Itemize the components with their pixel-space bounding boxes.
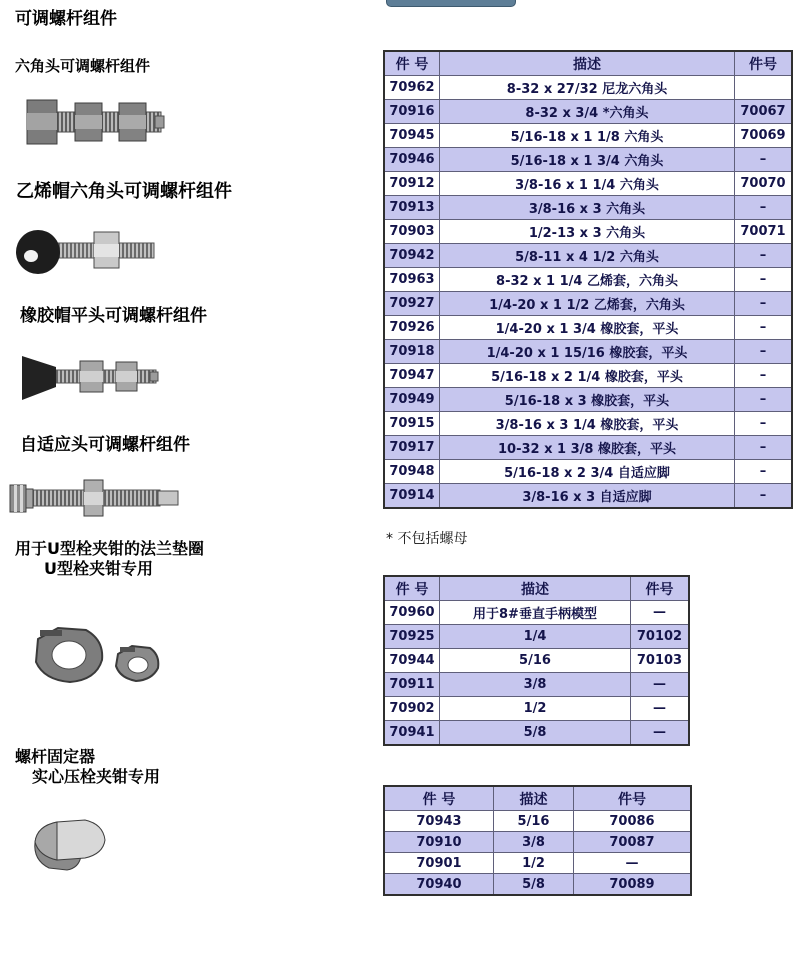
table-header-row	[384, 786, 691, 811]
table-row	[384, 460, 792, 484]
description-cell: 8-32 x 1 1/4 乙烯套，六角头	[440, 268, 735, 292]
table-row	[384, 673, 689, 697]
part-number-cell: 70925	[384, 625, 440, 649]
part-number-cell: 70947	[384, 364, 440, 388]
ref-number-cell: –	[735, 364, 793, 388]
column-header: 件号	[735, 51, 793, 76]
table-row	[384, 832, 691, 853]
table-row	[384, 649, 689, 673]
description-cell: 1/4-20 x 1 3/4 橡胶套，平头	[440, 316, 735, 340]
ref-number-cell: 70067	[735, 100, 793, 124]
part-number-cell: 70917	[384, 436, 440, 460]
table-row	[384, 76, 792, 100]
heading-screw-retainer-line2: 实心压栓夹钳专用	[32, 767, 161, 786]
description-cell: 5/8	[440, 721, 631, 746]
description-cell: 1/4-20 x 1 15/16 橡胶套，平头	[440, 340, 735, 364]
table-row	[384, 100, 792, 124]
table-row	[384, 874, 691, 896]
description-cell: 10-32 x 1 3/8 橡胶套，平头	[440, 436, 735, 460]
table-row	[384, 853, 691, 874]
table-row	[384, 124, 792, 148]
table-header-row	[384, 576, 689, 601]
ref-number-cell: –	[735, 436, 793, 460]
table-row	[384, 601, 689, 625]
table-row	[384, 721, 689, 746]
description-cell: 3/8	[440, 673, 631, 697]
heading-self-aligning-assembly: 自适应头可调螺杆组件	[20, 435, 190, 455]
table-row	[384, 172, 792, 196]
description-cell: 3/8-16 x 3 自适应脚	[440, 484, 735, 509]
description-cell: 5/16	[440, 649, 631, 673]
description-cell: 1/4	[440, 625, 631, 649]
description-cell: 1/2-13 x 3 六角头	[440, 220, 735, 244]
description-cell: 8-32 x 27/32 尼龙六角头	[440, 76, 735, 100]
ref-number-cell	[735, 76, 793, 100]
column-header: 件 号	[384, 51, 440, 76]
part-number-cell: 70916	[384, 100, 440, 124]
part-number-cell: 70911	[384, 673, 440, 697]
table-row	[384, 268, 792, 292]
hex-screw-parts-table	[383, 50, 793, 509]
description-cell: 5/16-18 x 2 3/4 自适应脚	[440, 460, 735, 484]
part-number-cell: 70902	[384, 697, 440, 721]
heading-flange-washer-line2: U型栓夹钳专用	[44, 559, 153, 578]
retainer-parts-table	[383, 785, 692, 896]
description-cell: 3/8	[494, 832, 574, 853]
heading-vinyl-cap-assembly: 乙烯帽六角头可调螺杆组件	[16, 181, 232, 202]
ref-number-cell: –	[735, 316, 793, 340]
ref-number-cell: 70087	[574, 832, 692, 853]
description-cell: 3/8-16 x 3 六角头	[440, 196, 735, 220]
part-number-cell: 70926	[384, 316, 440, 340]
table-row	[384, 196, 792, 220]
flange-washers-image	[18, 614, 168, 694]
column-header: 描述	[494, 786, 574, 811]
table-row	[384, 220, 792, 244]
ref-number-cell: 70071	[735, 220, 793, 244]
part-number-cell: 70901	[384, 853, 494, 874]
ref-number-cell: 70103	[631, 649, 690, 673]
description-cell: 5/16-18 x 2 1/4 橡胶套，平头	[440, 364, 735, 388]
part-number-cell: 70944	[384, 649, 440, 673]
ref-number-cell: –	[735, 148, 793, 172]
table-row	[384, 811, 691, 832]
ref-number-cell: –	[735, 268, 793, 292]
table-row	[384, 412, 792, 436]
screw-retainer-image	[27, 812, 112, 877]
ref-number-cell: –	[735, 292, 793, 316]
description-cell: 1/2	[440, 697, 631, 721]
ref-number-cell: 70069	[735, 124, 793, 148]
hex-head-screw-assembly-image	[25, 90, 165, 152]
column-header: 件 号	[384, 786, 494, 811]
table-row	[384, 364, 792, 388]
description-cell: 3/8-16 x 3 1/4 橡胶套，平头	[440, 412, 735, 436]
description-cell: 5/16-18 x 1 3/4 六角头	[440, 148, 735, 172]
part-number-cell: 70927	[384, 292, 440, 316]
part-number-cell: 70945	[384, 124, 440, 148]
ref-number-cell: –	[735, 412, 793, 436]
heading-rubber-cap-assembly: 橡胶帽平头可调螺杆组件	[20, 306, 207, 326]
table-row	[384, 697, 689, 721]
ref-number-cell: 70070	[735, 172, 793, 196]
part-number-cell: 70914	[384, 484, 440, 509]
description-cell: 1/4-20 x 1 1/2 乙烯套，六角头	[440, 292, 735, 316]
description-cell: 1/2	[494, 853, 574, 874]
description-cell: 5/8-11 x 4 1/2 六角头	[440, 244, 735, 268]
column-header: 件号	[574, 786, 692, 811]
rubber-cap-screw-image	[20, 348, 160, 403]
table-header-row	[384, 51, 792, 76]
column-header: 件 号	[384, 576, 440, 601]
part-number-cell: 70943	[384, 811, 494, 832]
part-number-cell: 70915	[384, 412, 440, 436]
flange-washer-parts-table	[383, 575, 690, 746]
ref-number-cell: 70089	[574, 874, 692, 896]
ref-number-cell: 70086	[574, 811, 692, 832]
ref-number-cell: –	[735, 244, 793, 268]
table-row	[384, 436, 792, 460]
vinyl-cap-screw-image	[14, 222, 159, 277]
table-row	[384, 244, 792, 268]
table-row	[384, 316, 792, 340]
column-header: 描述	[440, 576, 631, 601]
part-number-cell: 70941	[384, 721, 440, 746]
part-number-cell: 70949	[384, 388, 440, 412]
ref-number-cell: –	[735, 340, 793, 364]
table-row	[384, 148, 792, 172]
ref-number-cell: —	[631, 673, 690, 697]
table-row	[384, 388, 792, 412]
part-number-cell: 70940	[384, 874, 494, 896]
top-nav-button-partial[interactable]	[386, 0, 516, 7]
ref-number-cell: –	[735, 388, 793, 412]
description-cell: 3/8-16 x 1 1/4 六角头	[440, 172, 735, 196]
table-row	[384, 292, 792, 316]
self-aligning-screw-image	[8, 477, 180, 519]
part-number-cell: 70963	[384, 268, 440, 292]
part-number-cell: 70946	[384, 148, 440, 172]
part-number-cell: 70942	[384, 244, 440, 268]
description-cell: 8-32 x 3/4 *六角头	[440, 100, 735, 124]
part-number-cell: 70912	[384, 172, 440, 196]
ref-number-cell: –	[735, 484, 793, 509]
part-number-cell: 70913	[384, 196, 440, 220]
page-title: 可调螺杆组件	[15, 9, 117, 29]
part-number-cell: 70910	[384, 832, 494, 853]
column-header: 件号	[631, 576, 690, 601]
ref-number-cell: —	[574, 853, 692, 874]
footnote: * 不包括螺母	[386, 531, 468, 547]
description-cell: 5/16	[494, 811, 574, 832]
heading-hex-head-assembly: 六角头可调螺杆组件	[15, 57, 151, 75]
part-number-cell: 70960	[384, 601, 440, 625]
description-cell: 用于8#垂直手柄模型	[440, 601, 631, 625]
table-row	[384, 625, 689, 649]
ref-number-cell: 70102	[631, 625, 690, 649]
description-cell: 5/8	[494, 874, 574, 896]
part-number-cell: 70903	[384, 220, 440, 244]
description-cell: 5/16-18 x 1 1/8 六角头	[440, 124, 735, 148]
ref-number-cell: —	[631, 601, 690, 625]
description-cell: 5/16-18 x 3 橡胶套，平头	[440, 388, 735, 412]
part-number-cell: 70962	[384, 76, 440, 100]
ref-number-cell: –	[735, 196, 793, 220]
part-number-cell: 70918	[384, 340, 440, 364]
part-number-cell: 70948	[384, 460, 440, 484]
ref-number-cell: —	[631, 721, 690, 746]
column-header: 描述	[440, 51, 735, 76]
ref-number-cell: –	[735, 460, 793, 484]
ref-number-cell: —	[631, 697, 690, 721]
heading-screw-retainer-line1: 螺杆固定器	[15, 747, 96, 766]
table-row	[384, 340, 792, 364]
heading-flange-washer-line1: 用于U型栓夹钳的法兰垫圈	[15, 539, 204, 558]
table-row	[384, 484, 792, 509]
